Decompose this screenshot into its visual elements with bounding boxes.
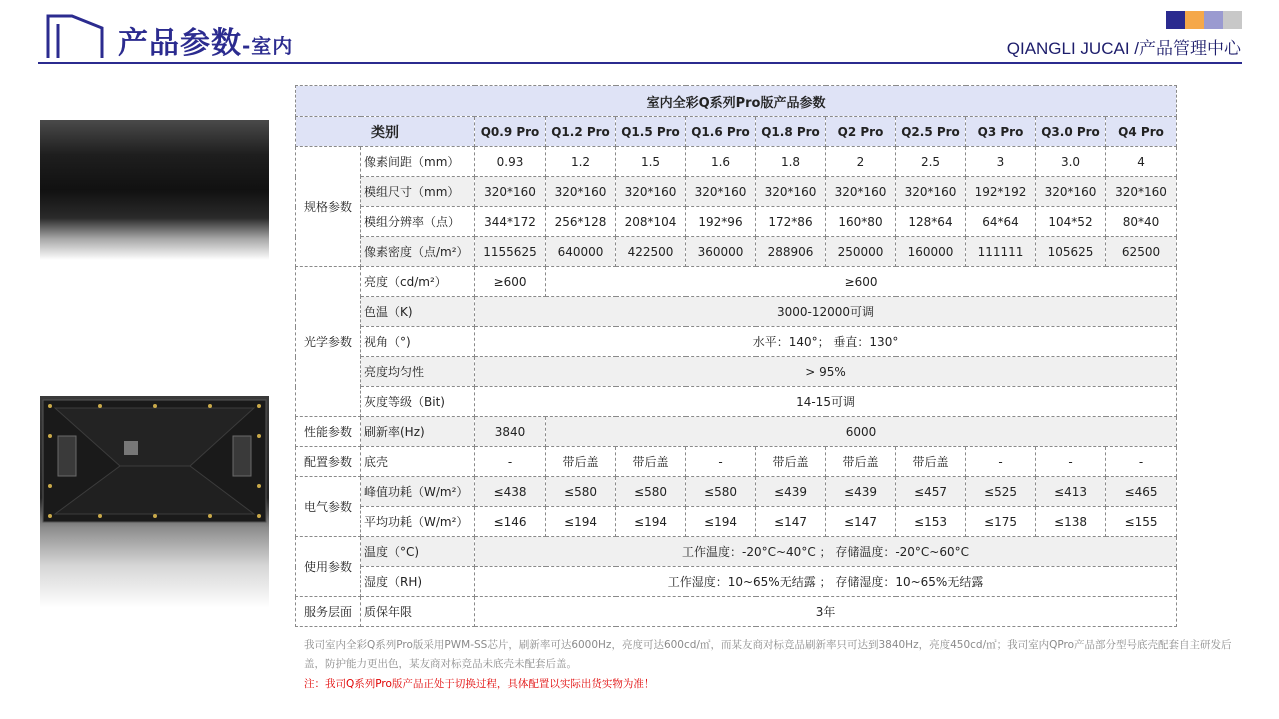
param-label: 质保年限 — [361, 597, 475, 627]
table-cell-merged: 工作温度：-20°C~40°C ； 存储温度：-20°C~60°C — [475, 537, 1177, 567]
brand-text: QIANGLI JUCAI /产品管理中心 — [1006, 39, 1241, 58]
table-row — [296, 417, 1177, 447]
group-label-electrical: 电气参数 — [296, 477, 361, 537]
table-cell: ≤457 — [896, 477, 966, 507]
table-cell: ≤439 — [826, 477, 896, 507]
table-cell: 2.5 — [896, 147, 966, 177]
table-cell: 192*192 — [966, 177, 1036, 207]
table-row — [296, 177, 1177, 207]
table-row — [296, 207, 1177, 237]
table-cell-merged: 14-15可调 — [475, 387, 1177, 417]
table-cell: 0.93 — [475, 147, 546, 177]
table-cell: 320*160 — [686, 177, 756, 207]
table-cell-merged: 3000-12000可调 — [475, 297, 1177, 327]
table-cell: 带后盖 — [826, 447, 896, 477]
table-row — [296, 267, 1177, 297]
table-row — [296, 147, 1177, 177]
param-label: 亮度均匀性 — [361, 357, 475, 387]
table-cell: ≤465 — [1106, 477, 1177, 507]
page-title — [118, 18, 293, 62]
table-row — [296, 477, 1177, 507]
table-cell: ≤194 — [686, 507, 756, 537]
table-row — [296, 567, 1177, 597]
header-divider — [38, 62, 1242, 64]
param-label: 温度（°C) — [361, 537, 475, 567]
table-cell: 1.8 — [756, 147, 826, 177]
table-cell: 62500 — [1106, 237, 1177, 267]
page-title-main: 产品参数 — [118, 26, 242, 61]
table-cell: 320*160 — [1106, 177, 1177, 207]
table-cell: 320*160 — [1036, 177, 1106, 207]
param-label: 像素间距（mm） — [361, 147, 475, 177]
param-label: 灰度等级（Bit) — [361, 387, 475, 417]
table-cell-merged: 工作湿度：10~65%无结露 ； 存储湿度：10~65%无结露 — [475, 567, 1177, 597]
logo-icon — [44, 12, 106, 60]
led-panel-front-icon — [40, 120, 269, 260]
model-header: Q2.5 Pro — [896, 117, 966, 147]
table-cell: 256*128 — [546, 207, 616, 237]
param-label: 亮度（cd/m²） — [361, 267, 475, 297]
table-row — [296, 597, 1177, 627]
table-cell-merged: ≥600 — [546, 267, 1177, 297]
table-cell: 1155625 — [475, 237, 546, 267]
param-label: 峰值功耗（W/m²） — [361, 477, 475, 507]
table-cell: 288906 — [756, 237, 826, 267]
table-cell: 3.0 — [1036, 147, 1106, 177]
table-row — [296, 237, 1177, 267]
table-cell: 172*86 — [756, 207, 826, 237]
table-cell: 344*172 — [475, 207, 546, 237]
table-cell: - — [475, 447, 546, 477]
table-cell: ≤438 — [475, 477, 546, 507]
table-row — [296, 357, 1177, 387]
table-cell: ≤439 — [756, 477, 826, 507]
param-label: 刷新率(Hz) — [361, 417, 475, 447]
table-cell: 320*160 — [616, 177, 686, 207]
group-label-spec: 规格参数 — [296, 147, 361, 267]
table-cell: 208*104 — [616, 207, 686, 237]
model-header: Q4 Pro — [1106, 117, 1177, 147]
table-cell: 带后盖 — [756, 447, 826, 477]
table-cell: ≤580 — [616, 477, 686, 507]
table-cell: 带后盖 — [616, 447, 686, 477]
spec-table — [295, 85, 1177, 627]
table-cell: ≤413 — [1036, 477, 1106, 507]
table-cell-merged: 水平：140°； 垂直：130° — [475, 327, 1177, 357]
table-cell: ≤147 — [756, 507, 826, 537]
table-cell: 104*52 — [1036, 207, 1106, 237]
table-cell: 带后盖 — [896, 447, 966, 477]
table-cell: ≤525 — [966, 477, 1036, 507]
table-header-row — [296, 117, 1177, 147]
led-panel-back-icon — [40, 396, 269, 608]
param-label: 底壳 — [361, 447, 475, 477]
group-label-service: 服务层面 — [296, 597, 361, 627]
table-cell: ≤175 — [966, 507, 1036, 537]
param-label: 像素密度（点/m²） — [361, 237, 475, 267]
category-header: 类别 — [296, 117, 475, 147]
table-cell: - — [1106, 447, 1177, 477]
table-cell: 3 — [966, 147, 1036, 177]
table-cell: ≤138 — [1036, 507, 1106, 537]
table-title: 室内全彩Q系列Pro版产品参数 — [296, 86, 1177, 117]
color-square-2 — [1185, 11, 1204, 29]
table-cell: 111111 — [966, 237, 1036, 267]
param-label: 色温（K) — [361, 297, 475, 327]
model-header: Q2 Pro — [826, 117, 896, 147]
table-cell: 105625 — [1036, 237, 1106, 267]
footnote-warning: 注：我司Q系列Pro版产品正处于切换过程，具体配置以实际出货实物为准！ — [304, 678, 655, 690]
model-header: Q1.5 Pro — [616, 117, 686, 147]
model-header: Q0.9 Pro — [475, 117, 546, 147]
table-cell: ≤194 — [616, 507, 686, 537]
table-row — [296, 537, 1177, 567]
model-header: Q1.2 Pro — [546, 117, 616, 147]
table-cell: 320*160 — [475, 177, 546, 207]
table-cell-merged: 6000 — [546, 417, 1177, 447]
table-cell: - — [1036, 447, 1106, 477]
header — [0, 0, 1279, 70]
table-row — [296, 447, 1177, 477]
table-row — [296, 387, 1177, 417]
table-cell: 64*64 — [966, 207, 1036, 237]
param-label: 视角（°) — [361, 327, 475, 357]
table-cell: 320*160 — [896, 177, 966, 207]
table-cell: 192*96 — [686, 207, 756, 237]
brand-color-squares — [1166, 11, 1242, 29]
table-cell: ≤146 — [475, 507, 546, 537]
table-cell: 1.2 — [546, 147, 616, 177]
table-cell: 1.6 — [686, 147, 756, 177]
color-square-3 — [1204, 11, 1223, 29]
table-cell: ≤153 — [896, 507, 966, 537]
table-cell: 320*160 — [546, 177, 616, 207]
table-cell: ≤580 — [546, 477, 616, 507]
table-cell: 4 — [1106, 147, 1177, 177]
table-cell: 2 — [826, 147, 896, 177]
table-cell: ≤147 — [826, 507, 896, 537]
table-cell: ≤155 — [1106, 507, 1177, 537]
model-header: Q1.8 Pro — [756, 117, 826, 147]
table-cell: 128*64 — [896, 207, 966, 237]
table-cell: 422500 — [616, 237, 686, 267]
table-cell: 320*160 — [756, 177, 826, 207]
table-row — [296, 327, 1177, 357]
table-cell: 320*160 — [826, 177, 896, 207]
table-cell: ≤580 — [686, 477, 756, 507]
table-cell: 1.5 — [616, 147, 686, 177]
table-row — [296, 297, 1177, 327]
model-header: Q3 Pro — [966, 117, 1036, 147]
color-square-4 — [1223, 11, 1242, 29]
group-label-usage: 使用参数 — [296, 537, 361, 597]
table-cell: 250000 — [826, 237, 896, 267]
param-label: 平均功耗（W/m²） — [361, 507, 475, 537]
table-title-row — [296, 86, 1177, 117]
page-title-sub: -室内 — [242, 34, 294, 58]
table-cell: 360000 — [686, 237, 756, 267]
table-cell: ≥600 — [475, 267, 546, 297]
table-cell: 160000 — [896, 237, 966, 267]
table-cell-merged: 3年 — [475, 597, 1177, 627]
table-row — [296, 507, 1177, 537]
table-cell-merged: > 95% — [475, 357, 1177, 387]
table-cell: 3840 — [475, 417, 546, 447]
model-header: Q1.6 Pro — [686, 117, 756, 147]
model-header: Q3.0 Pro — [1036, 117, 1106, 147]
table-cell: - — [966, 447, 1036, 477]
param-label: 模组分辨率（点） — [361, 207, 475, 237]
group-label-performance: 性能参数 — [296, 417, 361, 447]
param-label: 湿度（RH) — [361, 567, 475, 597]
table-cell: 带后盖 — [546, 447, 616, 477]
table-cell: 640000 — [546, 237, 616, 267]
group-label-config: 配置参数 — [296, 447, 361, 477]
footnote-description: 我司室内全彩Q系列Pro版采用PWM-SS芯片，刷新率可达6000Hz，亮度可达600cd/㎡，而某友商对标竞品刷新率只可达到3840Hz，亮度450cd/㎡；我司室内QPro产品部分型号底壳配套自主研发后盖，防护能力更出色，某友商对标竞品未底壳未配套后盖。 — [304, 639, 1232, 670]
table-cell: - — [686, 447, 756, 477]
table-cell: ≤194 — [546, 507, 616, 537]
group-label-optical: 光学参数 — [296, 267, 361, 417]
table-cell: 160*80 — [826, 207, 896, 237]
table-cell: 80*40 — [1106, 207, 1177, 237]
color-square-1 — [1166, 11, 1185, 29]
param-label: 模组尺寸（mm） — [361, 177, 475, 207]
